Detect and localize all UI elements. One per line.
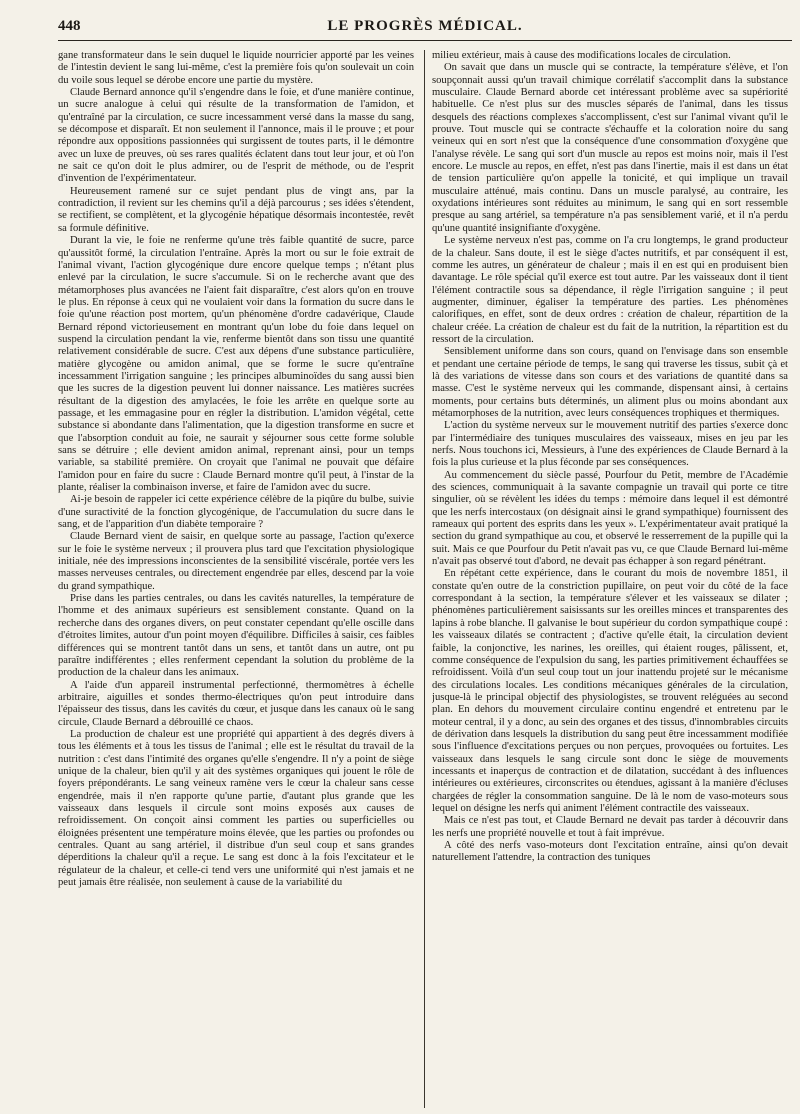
paragraph: Au commencement du siècle passé, Pourfour du Petit, membre de l'Académie des sciences, communiquait à la savante compagnie un travail qui porte ce titre singulier, où se révèlent les idées du temps : mémoire dans lequel il est démontré que les nerfs intercostaux (on désignait ainsi le grand sympathique) fournissent des rameaux qui portent des esprits dans les yeux ». L'expérimentateur avait pratiqué la section du grand sympathique au cou, et observé le resserrement de la pupille qui la suit. Mais ce que Pourfour du Petit n'avait pas vu, ce que Claude Bernard lui-même n'avait pas observé tout d'abord, ne devait pas échapper à son regard pénétrant. bbox=[432, 469, 788, 568]
paragraph: Sensiblement uniforme dans son cours, quand on l'envisage dans son ensemble et pendant une certaine période de temps, le sang qui traverse les tissus, subit çà et là des variations de vitesse dans son cours et des variations de quantité dans sa masse. C'est le système nerveux qui les commande, dispensant ainsi, à certains moments, pour certains buts déterminés, un aliment plus ou moins abondant aux métamorphoses de la nutrition, avec leurs conséquences trophiques et thermiques. bbox=[432, 346, 788, 419]
paragraph: Claude Bernard annonce qu'il s'engendre dans le foie, et d'une manière continue, un sucre analogue à celui qui résulte de la transformation de l'amidon, et qu'entraîné par la circulation, ce sucre incessamment versé dans la masse du sang, se décompose et disparaît. Et non seulement il l'annonce, mais il le prouve ; et pour répondre aux oppositions passionnées qui surgissent de toutes parts, il le démontre avec un luxe de preuves, où ses rares qualités éclatent dans tout leur jour, et où l'on ne sait ce qu'on doit le plus admirer, ou de l'esprit de méthode, ou de l'esprit d'invention de l'expérimentateur. bbox=[58, 87, 414, 185]
right-column bbox=[432, 50, 788, 1108]
column-divider bbox=[424, 50, 425, 1108]
journal-title: LE PROGRÈS MÉDICAL. bbox=[327, 18, 523, 34]
paragraph: Ai-je besoin de rappeler ici cette expérience célèbre de la piqûre du bulbe, suivie d'une suractivité de la fonction glycogénique, de l'accumulation du sucre dans le sang, et de l'apparition d'un diabète temporaire ? bbox=[58, 494, 414, 531]
paragraph: En répétant cette expérience, dans le courant du mois de novembre 1851, il constate qu'en outre de la constriction pupillaire, on peut voir du côté de la face correspondant à la section, la température s'élever et les vaisseaux se dilater ; phénomènes particulièrement saisissants sur les oreilles minces et transparentes des lapins à robe blanche. Il galvanise le bout supérieur du cordon sympathique coupé : les vaisseaux dilatés se contractent ; d'active qu'elle était, la circulation devient faible, la conjonctive, les narines, les oreilles, qui étaient rouges, pâlissent, et, comme conséquence de l'expulsion du sang, les parties primitivement échauffées se refroidissent. Voilà d'un seul coup tout un jour inattendu projeté sur le mécanisme des circulations locales. Les conditions mécaniques générales de la circulation, jusque-là le principal objectif des physiologistes, se trouvent reléguées au second plan. En dehors du mouvement circulaire continu engendré et entretenu par le moteur central, il y a donc, au sein des organes et des tissus, d'innombrables circuits de dérivation dans lesquels la distribution du sang peut être incessamment modifiée sous l'influence d'excitations perçues ou non perçues, provoquées ou fortuites. Les vaisseaux dans lesquels le sang circule sont donc le siège de mouvements incessants et inaperçus de contraction et de dilatation, succédant à des influences intérieures ou extérieures, circonscrites ou étendues, agissant à la manière d'écluses chargées de régler la consommation sanguine. De là le nom de vaso-moteurs sous lequel on désigne les nerfs qui animent l'élément contractile des vaisseaux. bbox=[432, 568, 788, 814]
paragraph: gane transformateur dans le sein duquel le liquide nourricier apporté par les veines de l'intestin devient le sang lui-même, c'est la première fois qu'on soulevait un coin du voile sous lequel se dérobe encore une partie du mystère. bbox=[58, 50, 414, 86]
paragraph: A côté des nerfs vaso-moteurs dont l'excitation entraîne, ainsi qu'on devait naturellement l'attendre, la contraction des tuniques bbox=[432, 840, 788, 864]
running-header bbox=[58, 18, 792, 41]
paragraph: On savait que dans un muscle qui se contracte, la température s'élève, et l'on soupçonnait aussi qu'un travail chimique corrélatif s'accomplit dans la substance musculaire. Claude Bernard aborde cet intéressant problème avec sa supériorité habituelle. Ce n'est plus sur des muscles séparés de l'animal, dans les tissus desquels des réactions complexes s'accomplissent, c'est sur l'animal vivant qu'il le prouve. Tout muscle qui se contracte s'échauffe et la coloration noire du sang veineux qui en sort n'est que la conséquence d'une consommation d'oxygène que l'analyse révèle. Le sang qui sort d'un muscle au repos est moins noir, mais il l'est encore. Le muscle au repos, en effet, n'est pas dans l'inertie, mais il est dans un état de tension particulière qu'on appelle la tonicité, et qui implique un travail musculaire atténué, mais continu. Dans un muscle paralysé, au contraire, les oxydations intérieures sont réduites au minimum, le sang qui en sort ressemble presque au sang artériel, sa température n'a pas sensiblement varié, et il n'a perdu qu'une quantité insignifiante d'oxygène. bbox=[432, 62, 788, 234]
paragraph: A l'aide d'un appareil instrumental perfectionné, thermomètres à échelle arbitraire, aiguilles et sondes thermo-électriques qu'on peut introduire dans l'épaisseur des tissus, dans les cavités du cœur, et jusque dans les canaux où le sang circule, Claude Bernard a débrouillé ce chaos. bbox=[58, 679, 414, 728]
paragraph: Durant la vie, le foie ne renferme qu'une très faible quantité de sucre, parce qu'aussitôt formé, la circulation l'entraîne. Après la mort ou sur le foie extrait de l'animal vivant, l'action glycogénique dure encore quelque temps ; n'étant plus enlevé par la circulation, le sucre s'accumule. Si on le recherche avant que des métamorphoses plus avancées ne l'aient fait disparaître, c'est alors qu'on en trouve le plus. En réponse à ceux qui ne voulaient voir dans la formation du sucre dans le foie qu'une réaction post mortem, qu'un phénomène d'ordre cadavérique, Claude Bernard répond victorieusement en montrant qu'un lobe du foie dans lequel on suspend la circulation pendant la vie, renferme bientôt dans son tissu une quantité relativement considérable de sucre. C'est aux dépens d'une substance particulière, matière glycogène ou amidon animal, que se forme le sucre qu'entraîne incessamment l'irrigation sanguine ; les principes albuminoïdes du sang aussi bien que les sucres de la digestion peuvent lui donner naissance. Les matières sucrées résultant de la digestion des amylacées, le foie les arrête en quelque sorte au passage, et les emmagasine pour en régler la distribution. L'amidon végétal, cette substance si abondante dans l'alimentation, que la digestion transforme en sucre et que l'absorption conduit au foie, ne saurait y séjourner sous cette forme soluble sans se détruire ; elle devient amidon animal, reprenant ainsi, pour un temps variable, sa stabilité première. On croyait que l'animal ne pouvait que défaire l'amidon pour en faire du sucre : Claude Bernard montre qu'il peut, à l'instar de la plante, réaliser la combinaison inverse, et faire de l'amidon avec du sucre. bbox=[58, 235, 414, 494]
paragraph: Prise dans les parties centrales, ou dans les cavités naturelles, la température de l'homme et des animaux supérieurs est sensiblement constante. Quand on la recherche dans des organes divers, on peut constater cependant qu'elle oscille dans d'étroites limites, autour d'un point moyen d'équilibre. Difficiles à saisir, ces faibles différences qui se montrent tantôt dans un sens, et tantôt dans un autre, ont pu paraître indifférentes ; elles renferment cependant la solution du problème de la production de la chaleur dans les animaux. bbox=[58, 593, 414, 679]
paragraph: L'action du système nerveux sur le mouvement nutritif des parties s'exerce donc par l'intermédiaire des tuniques musculaires des vaisseaux, mises en jeu par les nerfs. Nous touchons ici, Messieurs, à l'une des expériences de Claude Bernard à la fois la plus curieuse et la plus féconde par ses conséquences. bbox=[432, 420, 788, 469]
paragraph: Mais ce n'est pas tout, et Claude Bernard ne devait pas tarder à découvrir dans les nerfs une propriété nouvelle et tout à fait imprévue. bbox=[432, 815, 788, 839]
left-column bbox=[58, 50, 414, 1108]
paragraph: Heureusement ramené sur ce sujet pendant plus de vingt ans, par la contradiction, il revient sur les chemins qu'il a déjà parcourus ; ses idées s'étendent, se rectifient, se complètent, et la glycogénie hépatique désormais incontestée, revêt sa formule définitive. bbox=[58, 185, 414, 234]
paragraph: La production de chaleur est une propriété qui appartient à des degrés divers à tous les éléments et à tous les tissus de l'animal ; elle est le résultat du travail de la nutrition : c'est dans l'intimité des organes qu'elle s'engendre. Il n'y a point de siège unique de la chaleur, bien qu'il y ait des systèmes organiques qui jouent le rôle de foyers prépondérants. Le sang veineux ramène vers le cœur la chaleur sans cesse engendrée, mais il n'en rapporte qu'une partie, d'autant plus grande que les vaisseaux dans lesquels il circule sont moins exposés aux causes de refroidissement. On conçoit ainsi comment les parties ou superficielles ou éloignées présentent une température moins élevée, que les parties ou profondes ou centrales. Quant au sang artériel, il distribue d'un seul coup et sans grandes déperditions la chaleur qu'il a reçue. Le sang est donc à la fois l'excitateur et le régulateur de la chaleur, et celle-ci tend vers une uniformité qui n'est jamais et ne peut jamais être réalisée, non seulement à cause de la variabilité du bbox=[58, 728, 414, 889]
paragraph: Claude Bernard vient de saisir, en quelque sorte au passage, l'action qu'exerce sur le foie le système nerveux ; il prouvera plus tard que l'excitation physiologique initiale, née des impressions inconscientes de la sensibilité viscérale, portée vers les masses nerveuses centrales, ou directement engendrée par elles, descend par la voie du grand sympathique. bbox=[58, 531, 414, 592]
paragraph: milieu extérieur, mais à cause des modifications locales de circulation. bbox=[432, 50, 731, 61]
paragraph: Le système nerveux n'est pas, comme on l'a cru longtemps, le grand producteur de la chaleur. Sans doute, il est le siège d'actes nutritifs, et par conséquent il est, comme les autres, un générateur de chaleur ; mais il en est qui en produisent bien davantage. Le rôle spécial qu'il exerce est tout autre. Par les vaisseaux dont il tient l'élément contractile sous sa dépendance, il règle l'irrigation sanguine ; il peut augmenter, diminuer, égaliser la température des parties. Les phénomènes calorifiques, en effet, sont de deux ordres : création de chaleur, répartition de la chaleur créée. La création de chaleur est du fait de la nutrition, la répartition est du ressort de la circulation. bbox=[432, 235, 788, 345]
page-number: 448 bbox=[58, 18, 81, 34]
